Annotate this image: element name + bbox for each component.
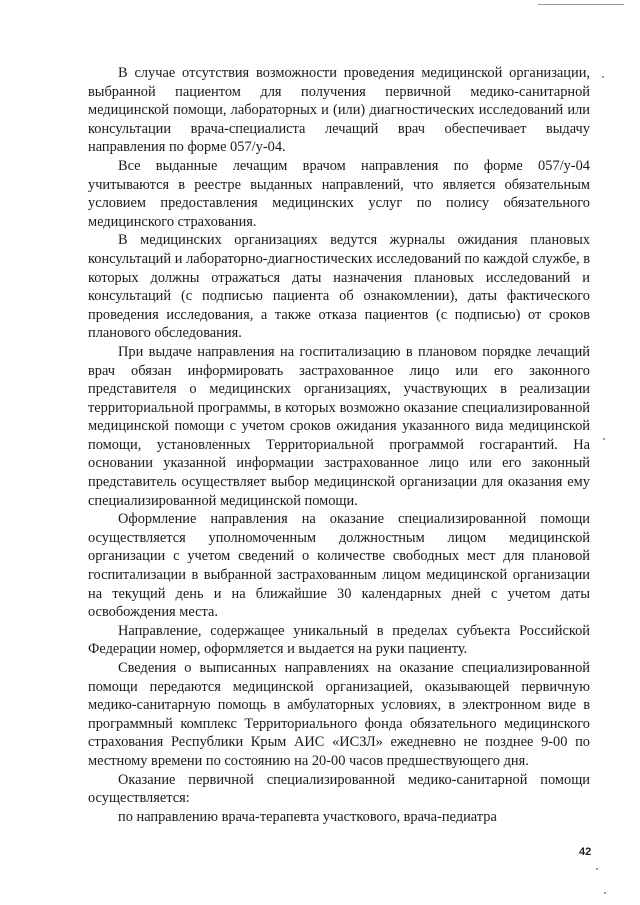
document-body	[88, 64, 590, 826]
paragraph-referral-form: В случае отсутствия возможности проведения медицинской организации, выбранной пациентом для получения первичной медико-санитарной медицинской помощи, лабораторных и (или) диагностических исследований или консультации врача-специалиста лечащий врач обеспечивает выдачу направления по форме 057/у-04.	[88, 65, 590, 156]
scan-speck	[604, 892, 606, 894]
scan-speck	[602, 76, 604, 78]
header-rule	[538, 4, 624, 5]
paragraph-specialized-help-registration: Оформление направления на оказание специализированной помощи осуществляется уполномоченным должностным лицом медицинской организации с учетом сведений о количестве свободных мест для плановой госпитализации в выбранной застрахованным лицом медицинской организации на текущий день и на ближайшие 30 календарных дней с учетом даты освобождения места.	[88, 511, 590, 621]
paragraph-waiting-journals: В медицинских организациях ведутся журналы ожидания плановых консультаций и лабораторно-диагностических исследований по каждой службе, в которых должны отражаться даты назначения плановых исследований и консультаций (с подписью пациента об ознакомлении), даты фактического проведения исследования, а также отказа пациентов (с подписью) от сроков планового обследования.	[88, 232, 590, 342]
page-number: 42	[579, 846, 592, 858]
scan-speck	[603, 438, 605, 440]
paragraph-primary-specialized-care: Оказание первичной специализированной медико-санитарной помощи осуществляется:	[88, 771, 590, 807]
paragraph-hospitalization-referral: При выдаче направления на госпитализацию в плановом порядке лечащий врач обязан информировать застрахованное лицо или его законного представителя о медицинских организациях, участвующих в реализации территориальной программы, в которых возможно оказание специализированной медицинской помощи с учетом сроков ожидания указанного вида медицинской помощи, установленных Территориальной программой госгарантий. На основании указанной информации застрахованное лицо или его законный представитель осуществляет выбор медицинской организации для оказания ему специализированной медицинской помощи.	[88, 343, 590, 509]
paragraph-unique-number: Направление, содержащее уникальный в пределах субъекта Российской Федерации номер, оформляется и выдается на руки пациенту.	[88, 622, 590, 658]
paragraph-referral-data-transfer: Сведения о выписанных направлениях на оказание специализированной помощи передаются медицинской организацией, оказывающей первичную медико-санитарную помощь в амбулаторных условиях, в электронном виде в программный комплекс Территориального фонда обязательного медицинского страхования Республики Крым АИС «ИСЗЛ» ежедневно не позднее 9-00 по местному времени по состоянию на 20-00 часов предшествующего дня.	[88, 660, 590, 769]
paragraph-by-referral: по направлению врача-терапевта участкового, врача-педиатра	[118, 808, 497, 825]
scan-speck	[596, 868, 598, 870]
paragraph-referral-registry: Все выданные лечащим врачом направления по форме 057/у-04 учитываются в реестре выданных направлений, что является обязательным условием предоставления медицинских услуг по полису обязательного медицинского страхования.	[88, 157, 590, 230]
